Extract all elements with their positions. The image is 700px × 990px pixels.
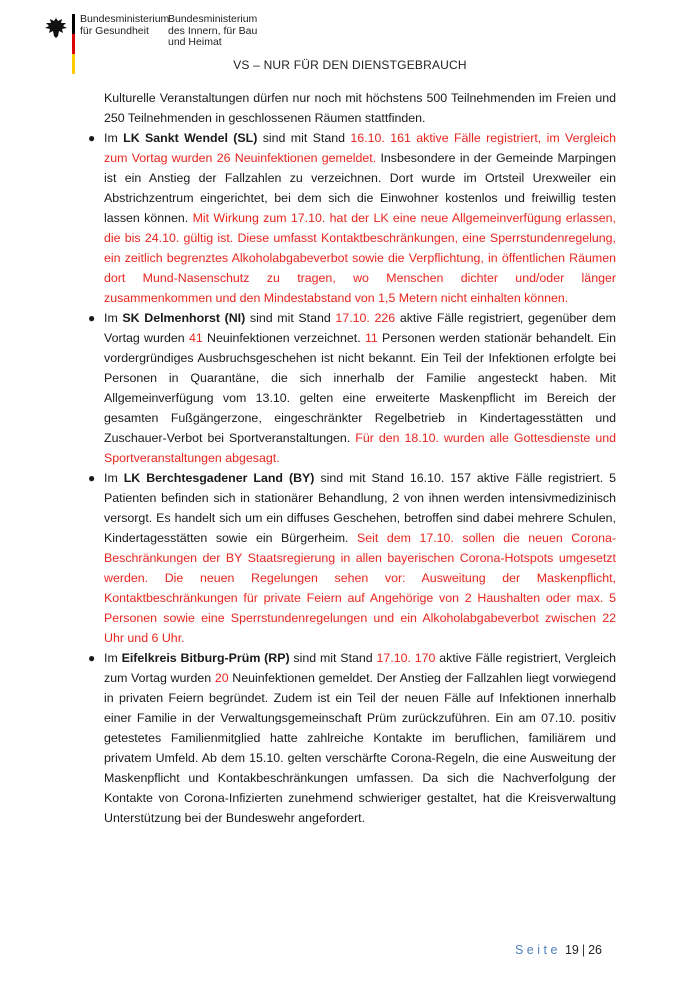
ministry-interior-name: Bundesministerium des Innern, für Bau und Heimat xyxy=(168,13,258,48)
list-item: ● Im LK Berchtesgadener Land (BY) sind mit Stand 16.10. 157 aktive Fälle registriert. 5 Patienten befinden sich in stationärer Behandlung, 2 von ihnen werden intensivmedizinisch versorgt. Es handelt sich um ein diffuses Geschehen, betroffen sind dabei mehrere Schulen, Kindertagesstätten sowie ein Bürgerheim. Seit dem 17.10. sollen die neuen Corona-Beschränkungen der BY Staatsregierung in allen bayerischen Corona-Hotspots umgesetzt werden. Die neuen Regelungen sehen vor: Ausweitung der Maskenpflicht, Kontaktbeschränkungen für private Feiern auf Angehörige von 2 Haushalten oder max. 5 Personen sowie eine Sperrstundenregelungen und ein Alkoholabgabeverbot zwischen 22 Uhr und 6 Uhr. xyxy=(104,468,616,648)
ministry-health-name: Bundesministerium für Gesundheit xyxy=(80,13,170,37)
list-item: ● Im LK Sankt Wendel (SL) sind mit Stand 16.10. 161 aktive Fälle registriert, im Vergleich zum Vortag wurden 26 Neuinfektionen gemeldet. Insbesondere in der Gemeinde Marpingen ist ein Anstieg der Fallzahlen zu verzeichnen. Dort wurde im Ortsteil Urexweiler ein Abstrichzentrum eingerichtet, bei dem sich die Einwohner kostenlos und freiwillig testen lassen können. Mit Wirkung zum 17.10. hat der LK eine neue Allgemeinverfügung erlassen, die bis 24.10. gültig ist. Diese umfasst Kontaktbeschränkungen, eine Sperrstundenregelung, ein zeitlich begrenztes Alkoholabgabeverbot sowie die Verpflichtung, in öffentlichen Räumen dort Mund-Nasenschutz zu tragen, wo Menschen dichter und/oder länger zusammenkommen und den Mindestabstand von 1,5 Metern nicht einhalten können. xyxy=(104,128,616,308)
page-number: 19 xyxy=(564,943,579,957)
district-name: LK Berchtesgadener Land (BY) xyxy=(123,471,315,485)
bullet-icon: ● xyxy=(88,131,96,145)
district-name: SK Delmenhorst (NI) xyxy=(122,311,246,325)
document-body xyxy=(88,88,616,828)
list-item: ● Im Eifelkreis Bitburg-Prüm (RP) sind mit Stand 17.10. 170 aktive Fälle registriert, Vergleich zum Vortag wurden 20 Neuinfektionen gemeldet. Der Anstieg der Fallzahlen liegt vorwiegend in privaten Feiern begründet. Zudem ist ein Teil der neuen Fälle auf Infektionen innerhalb einer Familie in der Verwaltungsgemeinschaft Prüm zurückzuführen. Ein am 07.10. positiv getestetes Familienmitglied hatte zahlreiche Kontakte im beruflichen, familiärem und privatem Umfeld. Ab dem 15.10. gelten verschärfte Corona-Regeln, die eine Ausweitung der Maskenpflicht und Kontakbeschränkungen umfassen. Da sich die Nachverfolgung der Kontakte von Corona-Infizierten zunehmend schwieriger gestaltet, hat die Kreisverwaltung Unterstützung bei der Bundeswehr angefordert. xyxy=(104,648,616,828)
page-label: Seite xyxy=(514,943,561,957)
classification-label: VS – NUR FÜR DEN DIENSTGEBRAUCH xyxy=(233,58,467,72)
district-name: LK Sankt Wendel (SL) xyxy=(123,131,258,145)
page-total: 26 xyxy=(588,943,602,957)
intro-paragraph: Kulturelle Veranstaltungen dürfen nur noch mit höchstens 500 Teilnehmenden im Freien und 250 Teilnehmenden in geschlossenen Räumen stattfinden. xyxy=(104,91,616,125)
bullet-icon: ● xyxy=(88,651,96,665)
list-item: ● Im SK Delmenhorst (NI) sind mit Stand 17.10. 226 aktive Fälle registriert, gegenüber dem Vortag wurden 41 Neuinfektionen verzeichnet. 11 Personen werden stationär behandelt. Ein vordergründiges Ausbruchsgeschehen ist nicht bekannt. Ein Teil der Infektionen erfolgte bei Personen in Quarantäne, die sich innerhalb der Familie angesteckt haben. Mit Allgemeinverfügung vom 13.10. gelten eine erweiterte Maskenpflicht im Bereich der gesamten Fußgängerzone, eingeschränkter Regelbetrieb in Kindertagesstätten und Zuschauer-Verbot bei Sportveranstaltungen. Für den 18.10. wurden alle Gottesdienste und Sportveranstaltungen abgesagt. xyxy=(104,308,616,468)
bullet-icon: ● xyxy=(88,311,96,325)
page-separator: | xyxy=(581,943,586,957)
federal-eagle-icon xyxy=(44,16,68,40)
bullet-icon: ● xyxy=(88,471,96,485)
district-name: Eifelkreis Bitburg-Prüm (RP) xyxy=(121,651,290,665)
page-footer xyxy=(515,943,602,957)
